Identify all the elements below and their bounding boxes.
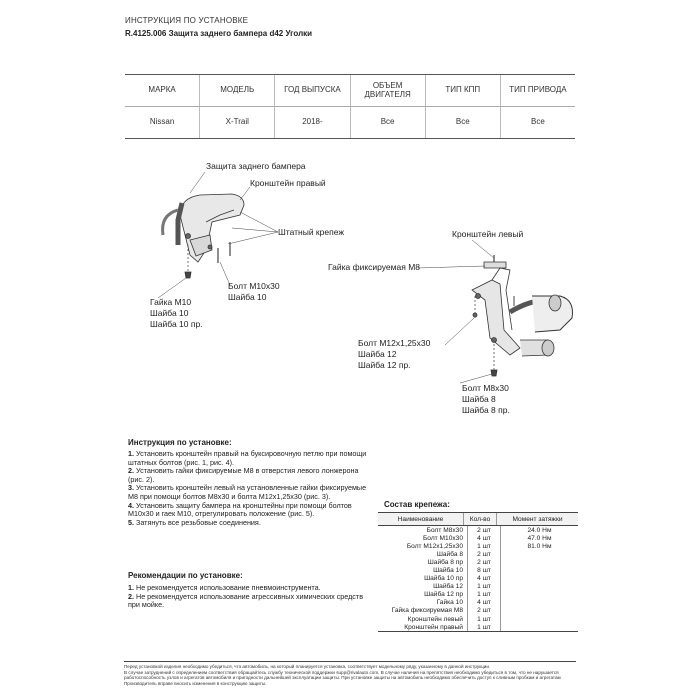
label-stock-fastener: Штатный крепеж: [278, 227, 345, 237]
fasteners-header-name: Наименование: [378, 513, 464, 525]
fasteners-table-bottom-rule: [378, 631, 578, 632]
spec-value-model: X-Trail: [199, 107, 274, 138]
recommendation-item: [128, 593, 368, 610]
spec-header-model: МОДЕЛЬ: [199, 75, 274, 106]
instruction-step: [128, 450, 368, 467]
fastener-qty: 2 шт: [468, 607, 501, 615]
spec-header-drive: ТИП ПРИВОДА: [500, 75, 575, 106]
step-text: Установить гайки фиксируемые М8 в отверстия левого лонжерона (рис. 2).: [128, 466, 359, 484]
fastener-torque: [501, 583, 578, 591]
step-number: 2.: [128, 466, 134, 476]
fastener-qty: 8 шт: [468, 566, 501, 574]
fasteners-title: Состав крепежа:: [384, 500, 450, 509]
fastener-qty: 2 шт: [468, 550, 501, 558]
fastener-name: Шайба 10 пр: [378, 575, 468, 583]
label-rear-bumper-guard: Защита заднего бампера: [206, 161, 306, 171]
fasteners-row: [378, 566, 578, 574]
fastener-qty: 1 шт: [468, 623, 501, 631]
label-nut-m10-line2: Шайба 10: [150, 308, 189, 318]
label-nut-m10: [150, 297, 203, 330]
fastener-name: Болт М12х1,25х30: [378, 542, 468, 550]
doc-title: ИНСТРУКЦИЯ ПО УСТАНОВКЕ: [125, 16, 249, 25]
label-bolt-m8: [462, 383, 510, 416]
label-bolt-m12-line1: Болт М12х1,25х30: [358, 338, 431, 348]
fasteners-row: [378, 550, 578, 558]
fastener-qty: 2 шт: [468, 558, 501, 566]
spec-header-engine: ОБЪЕМ ДВИГАТЕЛЯ: [350, 75, 425, 106]
instructions-title: Инструкция по установке:: [128, 438, 232, 447]
footer-line-1: Перед установкой изделия необходимо убедиться, что автомобиль, на который планируется установка, соответствует модельному ряду, указанному в данной инструкции.: [124, 664, 491, 669]
fasteners-row: [378, 575, 578, 583]
fastener-name: Гайка фиксируемая М8: [378, 607, 468, 615]
spec-header-gearbox: ТИП КПП: [425, 75, 500, 106]
label-nut-m10-line3: Шайба 10 пр.: [150, 319, 203, 329]
recommendations-list: [128, 584, 368, 610]
fastener-torque: [501, 575, 578, 583]
rec-number: 2.: [128, 591, 134, 601]
label-bolt-m10: [228, 281, 280, 303]
instruction-step: [128, 519, 368, 528]
fastener-name: Шайба 12 пр: [378, 591, 468, 599]
label-bolt-m12: [358, 338, 430, 371]
fastener-qty: 2 шт: [468, 526, 501, 534]
left-bracket-drawing: [472, 255, 573, 376]
spec-value-year: 2018-: [274, 107, 349, 138]
fasteners-row: [378, 591, 578, 599]
fastener-torque: 81.0 Нм: [527, 542, 552, 550]
instructions-list: [128, 450, 368, 527]
fastener-qty: 4 шт: [468, 599, 501, 607]
fastener-qty: 1 шт: [468, 583, 501, 591]
fastener-name: Шайба 10: [378, 566, 468, 574]
spec-header-year: ГОД ВЫПУСКА: [274, 75, 349, 106]
fasteners-table: [378, 512, 578, 632]
label-right-bracket: Кронштейн правый: [250, 178, 326, 188]
fasteners-header-qty: Кол-во: [464, 513, 497, 525]
label-bolt-m10-line2: Шайба 10: [228, 292, 267, 302]
fastener-torque: 24.0 Нм: [527, 526, 552, 534]
step-number: 4.: [128, 500, 134, 510]
fastener-torque: 47.0 Нм: [527, 534, 552, 542]
fastener-name: Кронштейн правый: [378, 623, 468, 631]
fasteners-header-torque: Момент затяжки: [512, 515, 563, 523]
right-bracket-drawing: [163, 194, 244, 278]
label-nut-m10-line1: Гайка М10: [150, 297, 192, 307]
fasteners-row: [378, 542, 578, 550]
fastener-qty: 1 шт: [468, 591, 501, 599]
fastener-name: Шайба 8 пр: [378, 558, 468, 566]
fastener-name: Гайка 10: [378, 599, 468, 607]
fastener-name: Шайба 12: [378, 583, 468, 591]
label-bolt-m8-line3: Шайба 8 пр.: [462, 405, 510, 415]
spec-value-drive: Все: [500, 107, 575, 138]
spec-value-brand: Nissan: [149, 117, 175, 127]
fastener-torque: [501, 615, 578, 623]
fastener-qty: 1 шт: [468, 542, 501, 550]
recommendations-title: Рекомендации по установке:: [128, 571, 243, 580]
fasteners-row: [378, 583, 578, 591]
step-number: 5.: [128, 517, 134, 527]
fasteners-row: [378, 599, 578, 607]
spec-value-engine: Все: [350, 107, 425, 138]
fasteners-header-row: [378, 512, 578, 526]
fastener-torque: [501, 591, 578, 599]
fasteners-row: [378, 607, 578, 615]
rec-text: Не рекомендуется использование агрессивных химических средств при мойке.: [128, 591, 364, 610]
step-text: Установить защиту бампера на кронштейны при помощи болтов М10х30 и гаек М10, отрегулировать положение (рис. 5).: [128, 500, 352, 519]
fasteners-row: [378, 558, 578, 566]
fastener-name: Шайба 8: [378, 550, 468, 558]
fastener-torque: [501, 566, 578, 574]
fasteners-row: [378, 615, 578, 623]
footer-line-3: Производитель вправе вносить изменения в конструкцию защиты.: [124, 680, 267, 686]
step-number: 3.: [128, 483, 134, 493]
fastener-torque: [501, 623, 578, 631]
step-number: 1.: [128, 449, 134, 458]
footer-disclaimer: [124, 661, 576, 686]
fastener-qty: 1 шт: [468, 615, 501, 623]
step-text: Установить кронштейн правый на буксировочную петлю при помощи штатных болтов (рис. 1, рис. 4).: [128, 449, 367, 467]
rec-text: Не рекомендуется использование пневмоинструмента.: [136, 583, 321, 592]
rec-number: 1.: [128, 583, 134, 592]
footer-line-2: В случае затруднений с определением соответствия обращайтесь службу технической поддержки supp@rivalauto.com. В случае наличия на препятствия необходимо убедиться в том, что не нарушается работоспособность узлов и агрегатов автомобиля и пригодности дальнейшей эксплуатации защиты. При установке защиты на автомобиль необходимо обеспечить доступ к сливным пробкам и агрегатам: [124, 669, 561, 681]
fastener-torque: [501, 607, 578, 615]
label-bolt-m10-line1: Болт М10х30: [228, 281, 280, 291]
label-bolt-m8-line2: Шайба 8: [462, 394, 496, 404]
instruction-step: [128, 502, 368, 519]
fastener-name: Болт М10х30: [378, 534, 468, 542]
fastener-qty: 4 шт: [468, 534, 501, 542]
spec-value-gearbox: Все: [425, 107, 500, 138]
fastener-torque: [501, 558, 578, 566]
fasteners-row: [378, 534, 578, 542]
label-left-bracket: Кронштейн левый: [452, 229, 524, 239]
fastener-name: Кронштейн левый: [378, 615, 468, 623]
instruction-step: [128, 467, 368, 484]
fasteners-row: [378, 526, 578, 534]
fastener-torque: [501, 550, 578, 558]
step-text: Установить кронштейн левый на установленные гайки фиксируемые М8 при помощи болтов М8х30 и болта М12х1,25х30 (рис. 3).: [128, 483, 367, 501]
fasteners-rows: [378, 526, 578, 632]
label-bolt-m12-line2: Шайба 12: [358, 349, 397, 359]
label-bolt-m8-line1: Болт М8х30: [462, 383, 509, 393]
doc-subtitle: R.4125.006 Защита заднего бампера d42 Уголки: [125, 29, 313, 38]
label-fixed-nut-m8: Гайка фиксируемая М8: [328, 262, 421, 272]
fastener-name: Болт М8х30: [378, 526, 468, 534]
fastener-qty: 4 шт: [468, 575, 501, 583]
spec-header-brand: МАРКА: [148, 85, 176, 95]
label-bolt-m12-line3: Шайба 12 пр.: [358, 360, 411, 370]
fasteners-row: [378, 623, 578, 631]
instruction-step: [128, 484, 368, 501]
step-text: Затянуть все резьбовые соединения.: [136, 517, 261, 527]
fastener-torque: [501, 599, 578, 607]
